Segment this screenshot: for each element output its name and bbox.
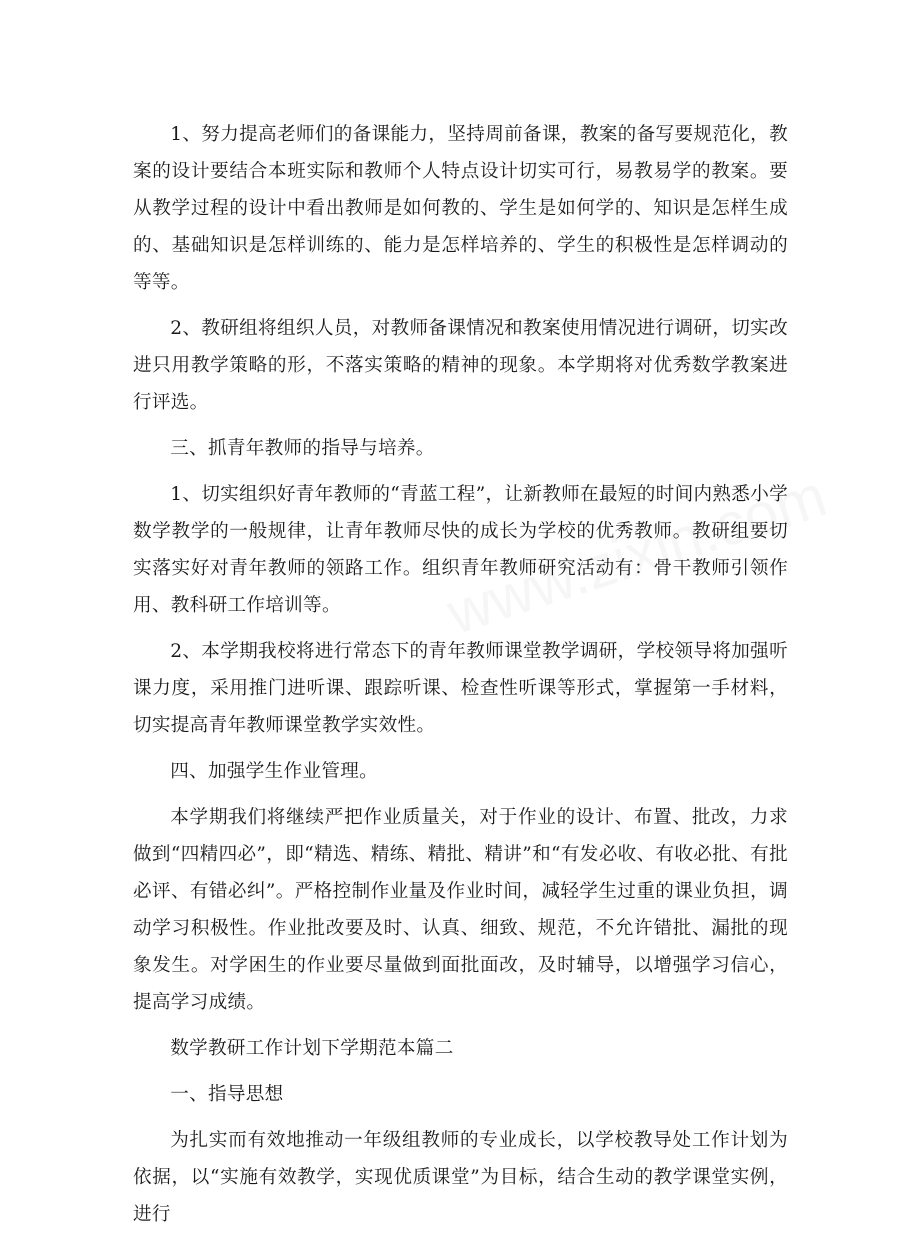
paragraph-3: 1、切实组织好青年教师的“青蓝工程”，让新教师在最短的时间内熟悉小学数学教学的一般规律，让青年教师尽快的成长为学校的优秀教师。教研组要切实落实好对青年教师的领路工作。组织青年教师研究活动有：骨干教师引领作用、教科研工作培训等。 [133, 484, 788, 616]
paragraph-4: 2、本学期我校将进行常态下的青年教师课堂教学调研，学校领导将加强听课力度，采用推门进听课、跟踪听课、检查性听课等形式，掌握第一手材料，切实提高青年教师课堂教学实效性。 [133, 641, 788, 736]
paragraph-5: 本学期我们将继续严把作业质量关，对于作业的设计、布置、批改，力求做到“四精四必”，即“精选、精练、精批、精讲”和“有发必收、有收必批、有批必评、有错必纠”。严格控制作业量及作业时间，减轻学生过重的课业负担，调动学习积极性。作业批改要及时、认真、细致、规范，不允许错批、漏批的现象发生。对学困生的作业要尽量做到面批面改，及时辅导，以增强学习信心，提高学习成绩。 [133, 807, 788, 1013]
article-title-2: 数学教研工作计划下学期范本篇二 [170, 1038, 454, 1059]
document-body [133, 116, 788, 1242]
section-heading-1: 一、指导思想 [170, 1084, 284, 1105]
paragraph-6: 为扎实而有效地推动一年级组教师的专业成长，以学校教导处工作计划为依据，以“实施有效教学，实现优质课堂”为目标，结合生动的教学课堂实例，进行 [133, 1130, 788, 1225]
paragraph-2: 2、教研组将组织人员，对教师备课情况和教案使用情况进行调研，切实改进只用教学策略的形，不落实策略的精神的现象。本学期将对优秀数学教案进行评选。 [133, 318, 788, 413]
paragraph-1: 1、努力提高老师们的备课能力，坚持周前备课，教案的备写要规范化，教案的设计要结合本班实际和教师个人特点设计切实可行，易教易学的教案。要从教学过程的设计中看出教师是如何教的、学生是如何学的、知识是怎样生成的、基础知识是怎样训练的、能力是怎样培养的、学生的积极性是怎样调动的等等。 [133, 124, 788, 293]
section-heading-3: 三、抓青年教师的指导与培养。 [170, 438, 435, 459]
section-heading-4: 四、加强学生作业管理。 [170, 761, 379, 782]
